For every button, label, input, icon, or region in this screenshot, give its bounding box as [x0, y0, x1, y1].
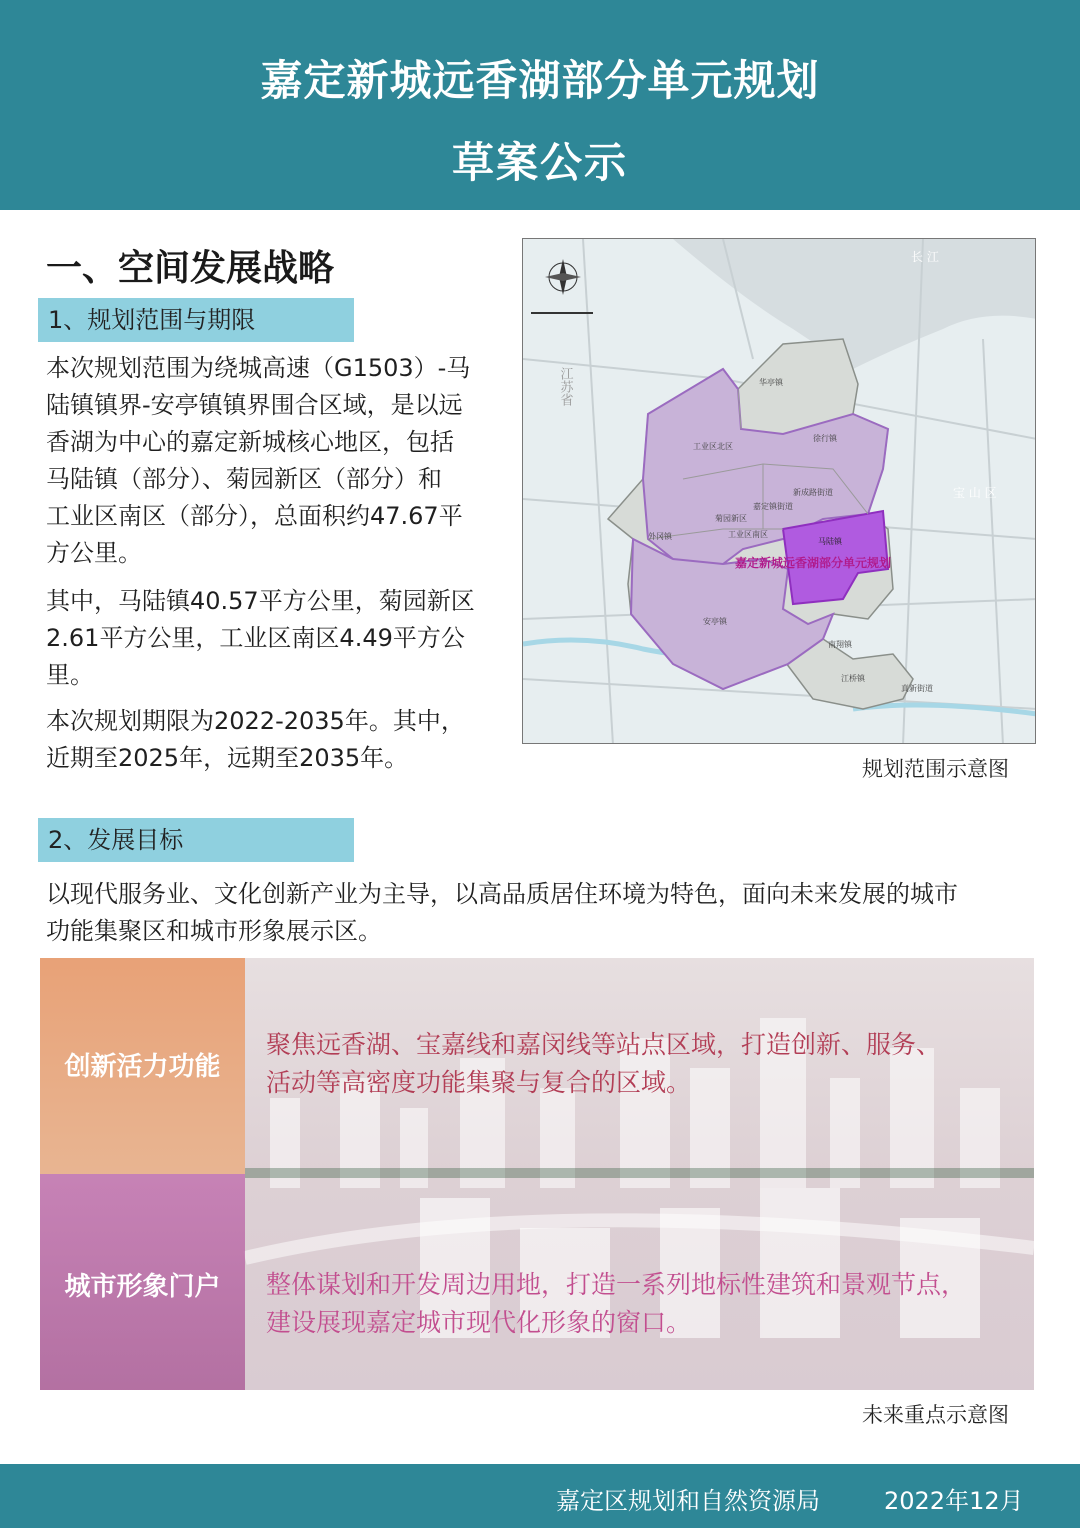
map-label: 工业区南区 [728, 530, 768, 539]
text-line: 本次规划范围为绕城高速（G1503）-马 [46, 354, 471, 382]
map-label: 安亭镇 [703, 617, 727, 626]
map-label: 菊园新区 [715, 514, 747, 523]
page-title: 嘉定新城远香湖部分单元规划 [260, 56, 820, 105]
highlight-label: 嘉定新城远香湖部分单元规划 [735, 556, 892, 570]
scope-paragraph [46, 350, 470, 572]
feature-text-gateway [266, 1266, 1026, 1342]
text-line: 马陆镇（部分）、菊园新区（部分）和 [46, 465, 442, 493]
text-line: 其中，马陆镇40.57平方公里，菊园新区 [46, 587, 475, 615]
area-breakdown-paragraph [46, 583, 475, 694]
text-line: 2.61平方公里，工业区南区4.49平方公 [46, 624, 465, 652]
footer-date: 2022年12月 [884, 1487, 1024, 1515]
feature-caption: 未来重点示意图 [862, 1403, 1009, 1427]
text-line: 功能集聚区和城市形象展示区。 [46, 917, 382, 945]
map-label: 徐行镇 [813, 434, 837, 443]
map-label: 南翔镇 [828, 640, 852, 649]
text-line: 里。 [46, 661, 94, 689]
text-line: 本次规划期限为2022-2035年。其中， [46, 707, 465, 735]
text-line: 近期至2025年，远期至2035年。 [46, 744, 409, 772]
map-label: 真新街道 [901, 684, 933, 693]
map-label: 嘉定镇街道 [753, 502, 793, 511]
feature-panel [40, 958, 1034, 1390]
feature-label-innovation: 创新活力功能 [64, 1052, 221, 1082]
subsection-label-scope: 1、规划范围与期限 [38, 298, 354, 342]
feature-text-innovation [266, 1026, 1026, 1102]
map-label: 外冈镇 [648, 532, 672, 541]
text-line: 工业区南区（部分），总面积约47.67平 [46, 502, 463, 530]
map-label: 宝 山 区 [953, 486, 997, 500]
feature-label-gateway: 城市形象门户 [64, 1272, 221, 1302]
header-banner [0, 0, 1080, 210]
text-line: 以现代服务业、文化创新产业为主导，以高品质居住环境为特色，面向未来发展的城市 [46, 880, 958, 908]
text-line: 建设展现嘉定城市现代化形象的窗口。 [266, 1308, 692, 1337]
text-line: 聚焦远香湖、宝嘉线和嘉闵线等站点区域，打造创新、服务、 [266, 1030, 942, 1059]
map-label: 工业区北区 [693, 442, 733, 451]
map-label: 江桥镇 [841, 674, 865, 683]
map-label: 江苏省 [557, 367, 573, 406]
footer-org: 嘉定区规划和自然资源局 [556, 1487, 820, 1515]
goals-paragraph [46, 876, 1036, 950]
map-svg [523, 239, 1036, 744]
compass-icon [545, 259, 581, 295]
planning-scope-map [522, 238, 1036, 744]
map-label: 华亭镇 [759, 378, 783, 387]
text-line: 方公里。 [46, 539, 142, 567]
text-line: 整体谋划和开发周边用地，打造一系列地标性建筑和景观节点， [266, 1270, 967, 1299]
map-label: 长 江 [911, 250, 939, 264]
period-paragraph [46, 703, 465, 777]
text-line: 香湖为中心的嘉定新城核心地区，包括 [46, 428, 454, 456]
map-label: 马陆镇 [818, 537, 842, 546]
page-subtitle: 草案公示 [451, 138, 628, 187]
text-line: 活动等高密度功能集聚与复合的区域。 [266, 1068, 692, 1097]
footer-bar [0, 1464, 1080, 1528]
text-line: 陆镇镇界-安亭镇镇界围合区域，是以远 [46, 391, 463, 419]
subsection-label-goals: 2、发展目标 [38, 818, 354, 862]
map-label: 新成路街道 [793, 488, 833, 497]
section-title: 一、空间发展战略 [46, 248, 335, 289]
map-caption: 规划范围示意图 [862, 757, 1009, 781]
